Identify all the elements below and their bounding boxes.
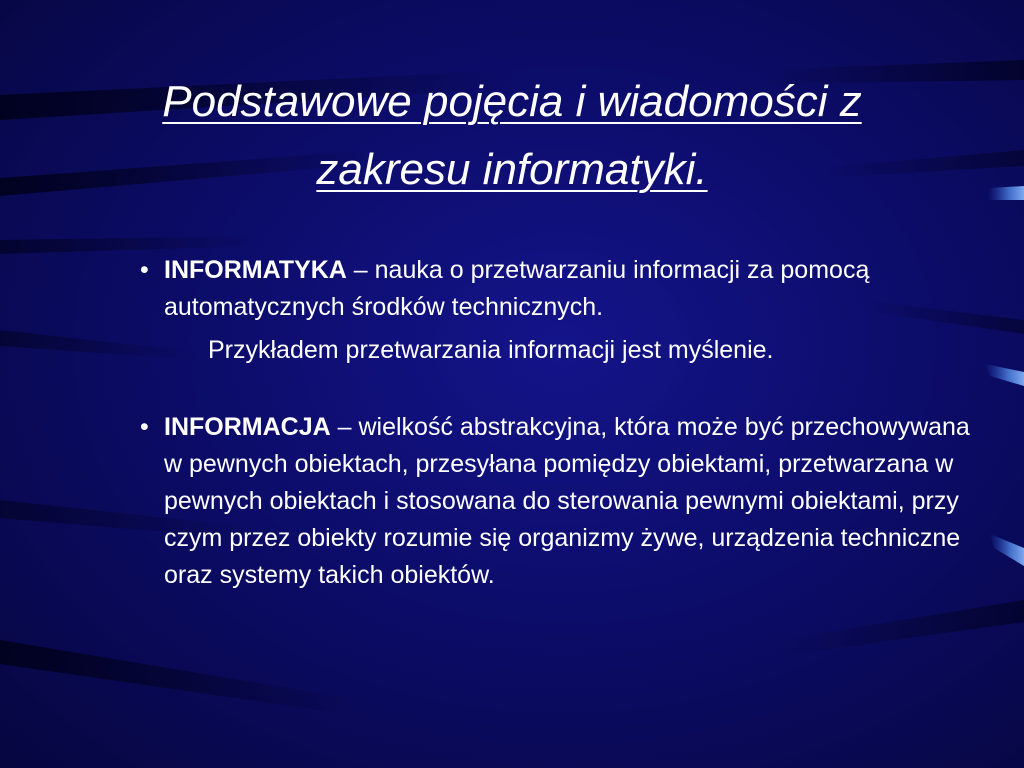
blue-glint: [988, 186, 1024, 200]
title-line-2: zakresu informatyki.: [316, 145, 708, 194]
term-informacja: INFORMACJA: [164, 413, 331, 441]
term-informatyka: INFORMATYKA: [164, 256, 347, 284]
definition-informatyka: – nauka o przetwarzaniu informacji za pomocą automatycznych środków technicznych.: [164, 256, 870, 321]
definition-informacja: – wielkość abstrakcyjna, która może być przechowywana w pewnych obiektach, przesyłana pomiędzy obiektami, przetwarzana w pewnych obiektach i stosowana do sterowania pewnymi obiektami, przy czym przez obiekty rozumie się organizmy żywe, urządzenia techniczne oraz systemy takich obiektów.: [164, 413, 970, 589]
bullet-icon: •: [140, 413, 149, 441]
bullet-item-informatyka: [140, 252, 990, 369]
bullet-list: [140, 252, 990, 594]
bullet-item-informacja: [140, 409, 990, 594]
example-text: Przykładem przetwarzania informacji jest myślenie.: [208, 336, 774, 364]
title-line-1: Podstawowe pojęcia i wiadomości z: [162, 77, 862, 126]
dark-streak: [0, 640, 360, 716]
slide-title: [60, 68, 964, 204]
blue-glint: [990, 534, 1024, 566]
blue-glint: [985, 364, 1024, 386]
dark-streak: [780, 600, 1024, 656]
bullet-icon: •: [140, 256, 149, 284]
